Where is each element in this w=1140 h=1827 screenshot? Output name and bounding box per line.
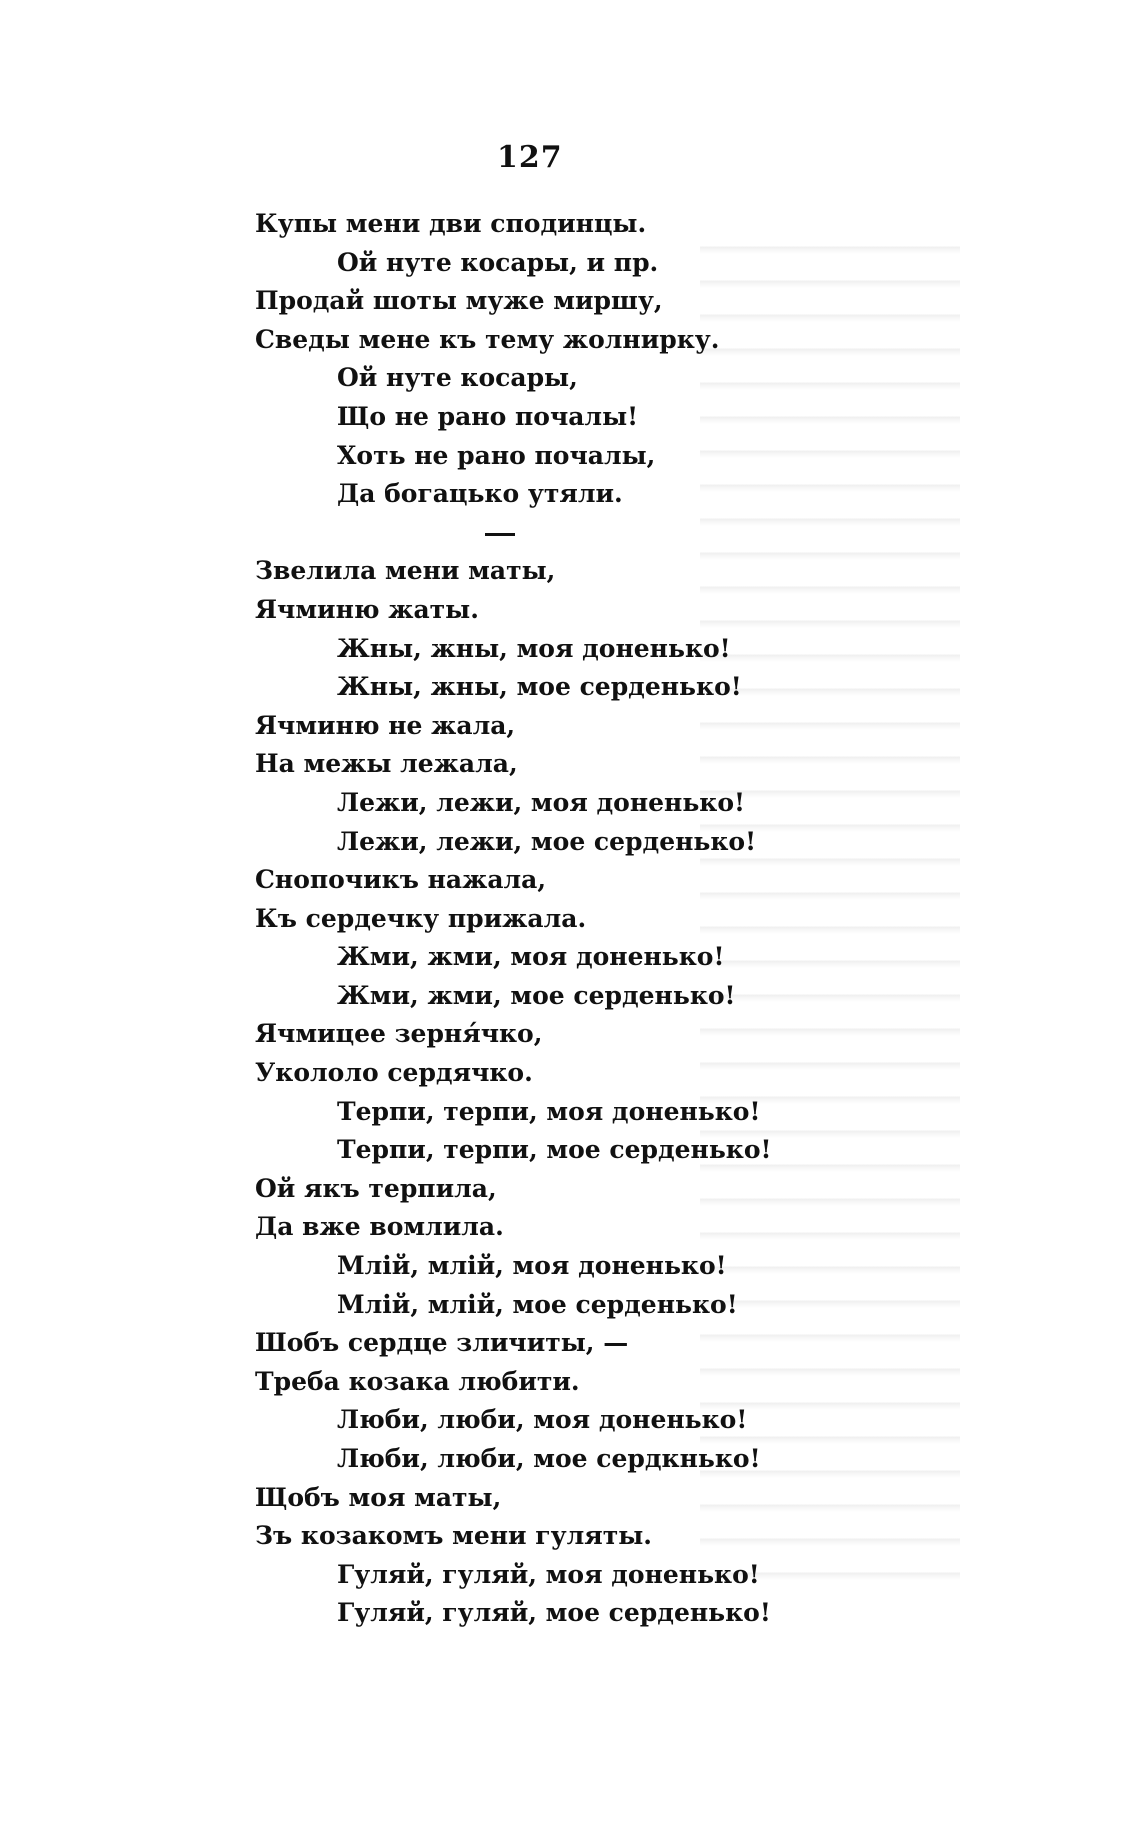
poem-line: Ячмицее зерня́чко, <box>255 1019 543 1049</box>
poem-line: Къ сердечку прижала. <box>255 903 587 933</box>
poem-line: Шобъ сердце зличиты, — <box>255 1328 629 1358</box>
poem-refrain-line: Терпи, терпи, моя доненько! <box>337 1096 761 1126</box>
poem-refrain-line: Жны, жны, мое серденько! <box>337 672 742 702</box>
poem-refrain-line: Лежи, лежи, моя доненько! <box>337 787 746 817</box>
poem-refrain-line: Лежи, лежи, мое серденько! <box>337 826 757 856</box>
poem-refrain-line: Гуляй, гуляй, моя доненько! <box>337 1559 760 1589</box>
poem-refrain-line: Жми, жми, моя доненько! <box>337 942 725 972</box>
poem-refrain-line: Ой нуте косары, <box>337 363 578 393</box>
poem-line: Зъ козакомъ мени гуляты. <box>255 1521 652 1551</box>
poem-line: Ячминю не жала, <box>255 710 516 740</box>
poem-line: Щобъ моя маты, <box>255 1482 502 1512</box>
poem-refrain-line: Млій, млій, моя доненько! <box>337 1251 727 1281</box>
poem-line: Звелила мени маты, <box>255 556 556 586</box>
poem-refrain-line: Люби, люби, моя доненько! <box>337 1405 748 1435</box>
poem-line: Продай шоты муже миршу, <box>255 286 663 316</box>
poem-line: Купы мени дви сподинцы. <box>255 209 647 238</box>
poem-text <box>255 205 855 1633</box>
poem-refrain-line: Що не рано почалы! <box>337 401 639 431</box>
poem-line: Укололо сердячко. <box>255 1058 533 1088</box>
poem-line: Ячминю жаты. <box>255 594 479 624</box>
poem-line: Треба козака любити. <box>255 1366 580 1396</box>
poem-refrain-line: Млій, млій, мое серденько! <box>337 1289 738 1319</box>
poem-line: Ой якъ терпила, <box>255 1173 497 1203</box>
poem-refrain-line: Жми, жми, мое серденько! <box>337 980 736 1010</box>
poem-line: Снопочикъ нажала, <box>255 865 547 895</box>
separator-dash <box>485 533 515 536</box>
poem-line: На межы лежала, <box>255 749 518 779</box>
poem-refrain-line: Ой нуте косары, и пр. <box>337 247 659 277</box>
page-number: 127 <box>497 140 563 175</box>
poem-refrain-line: Люби, люби, мое сердкнько! <box>337 1444 761 1473</box>
poem-refrain-line: Терпи, терпи, мое серденько! <box>337 1135 772 1165</box>
poem-refrain-line: Хоть не рано почалы, <box>337 440 656 470</box>
poem-line: Сведы мене къ тему жолнирку. <box>255 324 720 354</box>
poem-refrain-line: Жны, жны, моя доненько! <box>337 633 731 663</box>
poem-refrain-line: Гуляй, гуляй, мое серденько! <box>337 1598 771 1628</box>
stanza-separator <box>255 514 855 553</box>
poem-line: Да вже вомлила. <box>255 1212 504 1242</box>
poem-refrain-line: Да богацько утяли. <box>337 479 623 509</box>
